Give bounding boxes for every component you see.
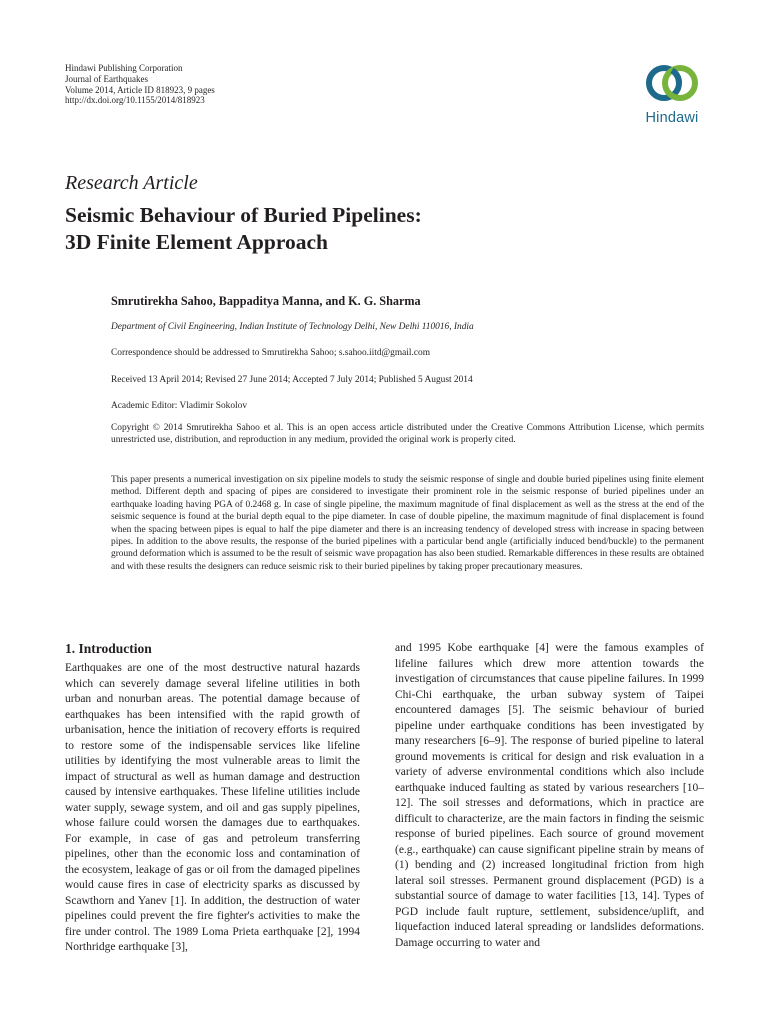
affiliation: Department of Civil Engineering, Indian Institute of Technology Delhi, New Delhi 110016, India xyxy=(111,322,474,332)
publication-dates: Received 13 April 2014; Revised 27 June 2014; Accepted 7 July 2014; Published 5 August 2014 xyxy=(111,375,473,385)
hindawi-logo xyxy=(632,58,712,138)
section-heading: 1. Introduction xyxy=(65,641,152,656)
title-line-1: Seismic Behaviour of Buried Pipelines: xyxy=(65,203,422,227)
academic-editor: Academic Editor: Vladimir Sokolov xyxy=(111,401,248,411)
logo-wordmark: Hindawi xyxy=(645,110,699,126)
doi-link[interactable]: http://dx.doi.org/10.1155/2014/818923 xyxy=(65,95,205,106)
copyright-notice: Copyright © 2014 Smrutirekha Sahoo et al. This is an open access article distributed under the Creative Commons Attribution License, which permits unrestricted use, distribution, and reproduction in any medium, provided the original work is properly cited. xyxy=(111,423,704,446)
journal-meta xyxy=(65,63,215,106)
body-column-left: Earthquakes are one of the most destructive natural hazards which can severely damage several lifeline utilities in both urban and nonurban areas. The potential damage because of earthquakes has been intensified with the rapid growth of urbanisation, hence the initiation of recovery efforts is required to restore some of the indispensable services like lifeline utilities by identifying the most vulnerable areas to limit the impact of structural as well as human damage and destruction caused by intensive earthquakes. These lifeline utilities include water supply, sewage system, and oil and gas supply pipelines, whose failure could worsen the damages due to earthquakes. For example, in case of gas and petroleum transferring pipelines, other than the economic loss and contamination of the ecosystem, leakage of gas or oil from the damaged pipelines would cause fires in case of electricity sparks as discussed by Scawthorn and Yanev [1]. In addition, the destruction of water pipelines could prevent the fire fighter's activities to make the fire under control. The 1989 Loma Prieta earthquake [2], 1994 Northridge earthquake [3], xyxy=(65,662,360,953)
volume-info: Volume 2014, Article ID 818923, 9 pages xyxy=(65,84,215,95)
correspondence: Correspondence should be addressed to Smrutirekha Sahoo; s.sahoo.iitd@gmail.com xyxy=(111,348,430,358)
abstract: This paper presents a numerical investigation on six pipeline models to study the seismic response of single and double buried pipelines using finite element method. Different depth and spacing of pipes are considered to investigate their prominent role in the seismic response of buried pipelines under an earthquake loading having PGA of 0.2468 g. In case of single pipeline, the maximum magnitude of final displacement as well as the stress at the end of the seismic sequence is found at the burial depth equal to the pipe diameter. In case of double pipeline, the maximum magnitude of final displacement is found when the spacing between pipes is equal to half the pipe diameter and there is an increasing tendency of developed stress with increase in spacing between pipes. In addition to the above results, the response of the buried pipelines with a particular bend angle (artificially induced bend/buckle) to the permanent ground deformation which is assumed to be the result of seismic wave propagation has also been studied. Remarkable differences in these results are obtained and with these results the designers can reduce seismic risk to their buried pipelines by taking proper precautionary measures. xyxy=(111,475,704,572)
article-type: Research Article xyxy=(65,172,198,194)
article-title xyxy=(65,202,422,256)
journal-name: Journal of Earthquakes xyxy=(65,73,148,84)
body-column-right: and 1995 Kobe earthquake [4] were the famous examples of lifeline failures which drew more attention towards the investigation of circumstances that cause pipeline failures. In 1999 Chi-Chi earthquake, the urban subway system of Taipei encountered damages [5]. The seismic behaviour of buried pipeline under earthquake conditions has been investigated by many researchers [6–9]. The response of buried pipeline to lateral ground movements is critical for design and risk evaluation in a variety of adverse environmental conditions which also include earthquake induced faulting as stated by various researchers [10–12]. The soil stresses and deformations, which in practice are difficult to characterize, are the main factors in finding the seismic response of buried pipelines. Each source of ground movement (e.g., earthquake) can cause significant pipeline strain by means of (1) bending and (2) increased longitudinal friction from high lateral soil stresses. Permanent ground displacement (PGD) is a substantial source of damage to water facilities [13, 14]. Types of PGD include fault rupture, settlement, subsidence/uplift, and liquefaction induced lateral spreading or landslides deformations. Damage occurring to water and xyxy=(395,642,704,949)
author-list: Smrutirekha Sahoo, Bappaditya Manna, and K. G. Sharma xyxy=(111,294,421,308)
hindawi-rings-icon xyxy=(643,58,701,108)
publisher-name: Hindawi Publishing Corporation xyxy=(65,63,183,73)
title-line-2: 3D Finite Element Approach xyxy=(65,230,328,254)
